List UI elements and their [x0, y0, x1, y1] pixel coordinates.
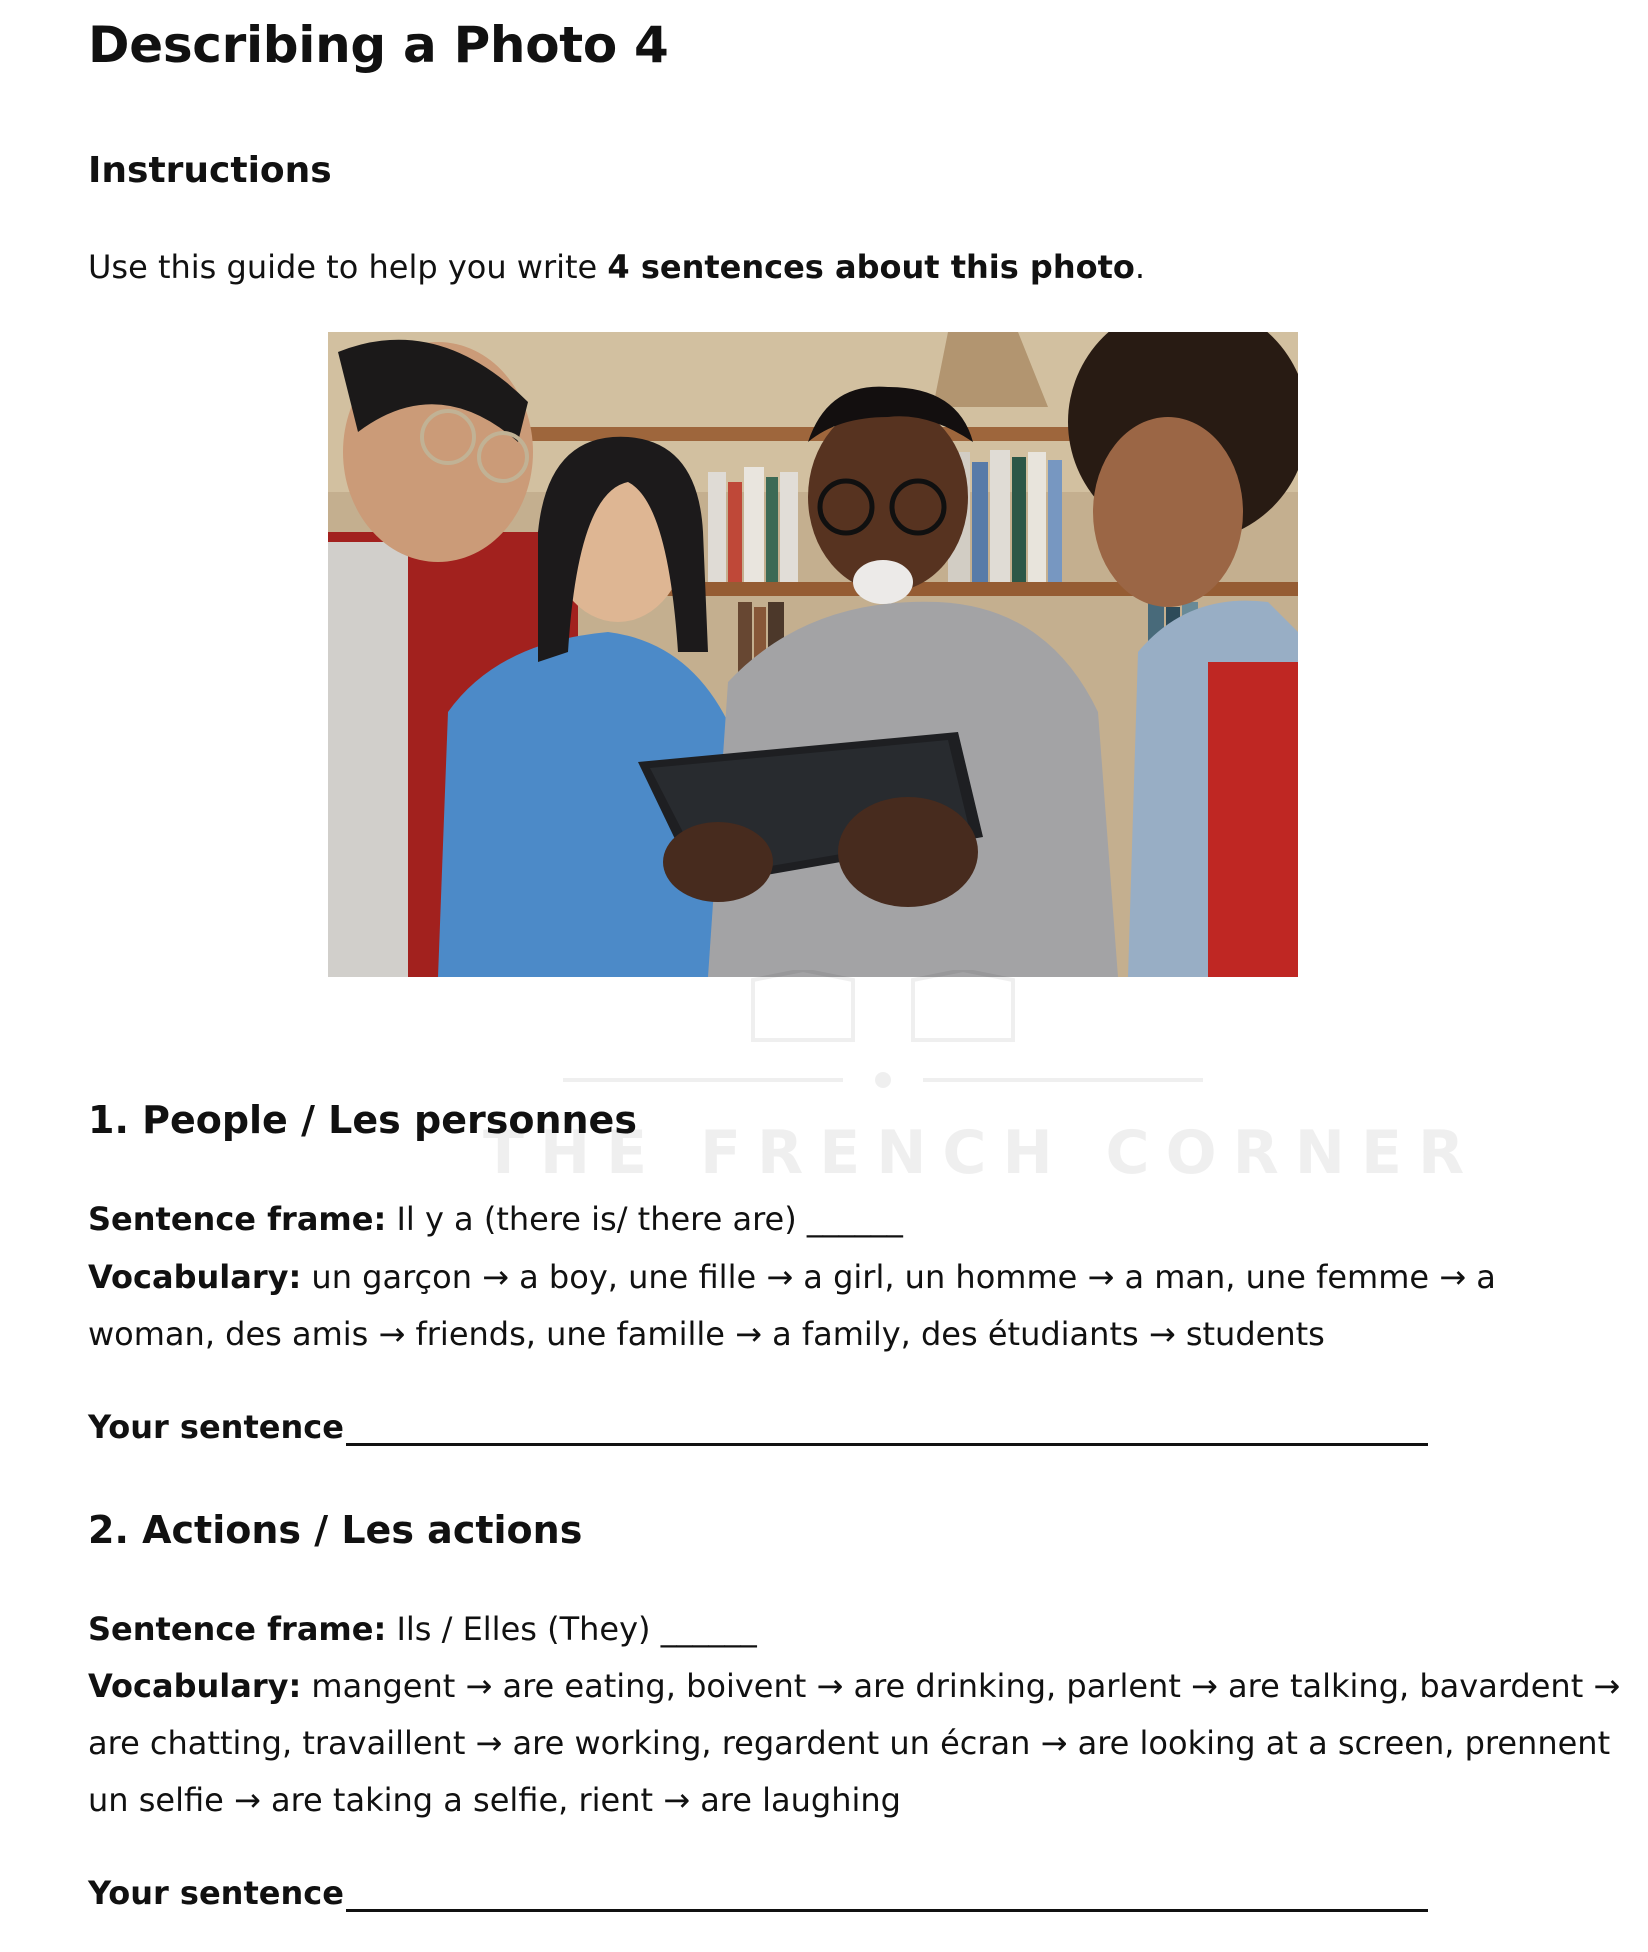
instructions-text: [88, 248, 1145, 286]
section-title-actions: 2. Actions / Les actions: [88, 1508, 583, 1552]
instructions-heading: Instructions: [88, 150, 332, 191]
instructions-text-start: Use this guide to help you write: [88, 248, 608, 286]
vocab-text: un garçon → a boy, une fille → a girl, un homme → a man, une femme → a: [301, 1258, 1496, 1296]
students-photo: [328, 332, 1298, 977]
instructions-text-bold: 4 sentences about this photo: [607, 248, 1135, 286]
vocab-label: Vocabulary:: [88, 1667, 302, 1705]
sentence-frame-actions: [88, 1610, 757, 1648]
instructions-text-end: .: [1134, 248, 1146, 286]
watermark-text: THE FRENCH CORNER: [483, 1118, 1481, 1188]
frame-label: Sentence frame:: [88, 1610, 387, 1648]
vocab-label: Vocabulary:: [88, 1258, 302, 1296]
photo-illustration: [328, 332, 1298, 977]
page-title: Describing a Photo 4: [88, 16, 669, 74]
answer-line-people[interactable]: [88, 1408, 1428, 1446]
section-title-people: 1. People / Les personnes: [88, 1098, 637, 1142]
frame-text: Ils / Elles (They) ______: [386, 1610, 757, 1648]
vocabulary-actions-line-3: un selfie → are taking a selfie, rient → are laughing: [88, 1781, 901, 1819]
vocabulary-people-line-1: [88, 1258, 1496, 1296]
answer-line-actions[interactable]: [88, 1874, 1428, 1912]
vocab-text: mangent → are eating, boivent → are drinking, parlent → are talking, bavardent →: [301, 1667, 1621, 1705]
brand-watermark: [483, 970, 1481, 1190]
answer-blank[interactable]: [346, 1883, 1428, 1912]
frame-label: Sentence frame:: [88, 1200, 387, 1238]
answer-label: Your sentence: [88, 1408, 344, 1446]
frame-text: Il y a (there is/ there are) ______: [386, 1200, 903, 1238]
watermark-logo-icon: [483, 970, 1283, 1110]
sentence-frame-people: [88, 1200, 903, 1238]
vocabulary-people-line-2: woman, des amis → friends, une famille → a family, des étudiants → students: [88, 1315, 1325, 1353]
answer-blank[interactable]: [346, 1417, 1428, 1446]
answer-label: Your sentence: [88, 1874, 344, 1912]
vocabulary-actions-line-1: [88, 1667, 1620, 1705]
vocabulary-actions-line-2: are chatting, travaillent → are working, regardent un écran → are looking at a screen, prennent: [88, 1724, 1611, 1762]
